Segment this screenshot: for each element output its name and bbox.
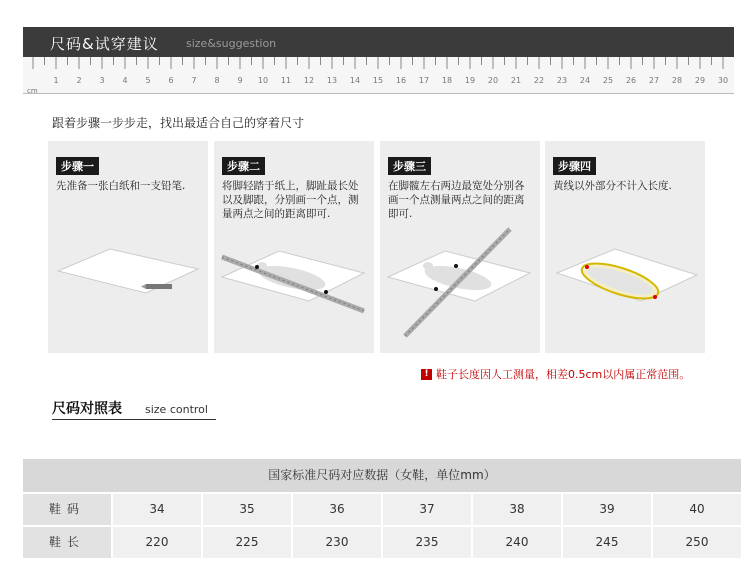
table-cell: 35 [203, 494, 293, 525]
table-cell: 230 [293, 527, 383, 558]
table-cell: 235 [383, 527, 473, 558]
title-underline [52, 419, 216, 420]
size-table-subtitle: size control [145, 403, 208, 416]
ruler-label: 17 [418, 76, 430, 85]
ruler-label: 13 [326, 76, 338, 85]
step-tag: 步骤四 [553, 157, 596, 175]
section-subtitle: size&suggestion [186, 37, 277, 50]
table-cell: 40 [653, 494, 741, 525]
ruler-label: 27 [648, 76, 660, 85]
step-card-1 [48, 141, 208, 353]
table-cell: 220 [113, 527, 203, 558]
table-cell: 240 [473, 527, 563, 558]
step-text: 在脚髋左右两边最宽处分别各画一个点测量两点之间的距离即可. [388, 180, 525, 220]
size-table-title: 尺码对照表 [52, 401, 122, 417]
table-cell: 250 [653, 527, 741, 558]
step-text: 先准备一张白纸和一支铅笔. [56, 180, 186, 192]
ruler-label: 10 [257, 76, 269, 85]
ruler-label: 5 [145, 76, 151, 85]
step-tag: 步骤三 [388, 157, 431, 175]
ruler-label: 26 [625, 76, 637, 85]
ruler-label: 7 [191, 76, 197, 85]
ruler-label: 24 [579, 76, 591, 85]
table-cell: 37 [383, 494, 473, 525]
ruler-label: 22 [533, 76, 545, 85]
ruler-label: 25 [602, 76, 614, 85]
ruler-unit: cm [27, 87, 38, 95]
section-title: 尺码&试穿建议 [50, 35, 159, 53]
table-cell: 36 [293, 494, 383, 525]
ruler-label: 12 [303, 76, 315, 85]
step-card-2 [214, 141, 374, 353]
table-caption: 国家标准尺码对应数据（女鞋，单位mm） [23, 459, 741, 494]
table-cell: 225 [203, 527, 293, 558]
table-row [23, 494, 741, 527]
ruler-label: 8 [214, 76, 220, 85]
step-tag: 步骤二 [222, 157, 265, 175]
ruler-label: 18 [441, 76, 453, 85]
ruler-label: 21 [510, 76, 522, 85]
row-label: 鞋长 [23, 527, 113, 558]
step-tag: 步骤一 [56, 157, 99, 175]
table-cell: 38 [473, 494, 563, 525]
ruler-label: 1 [53, 76, 59, 85]
ruler-label: 4 [122, 76, 128, 85]
measurement-note [421, 366, 690, 382]
ruler-label: 3 [99, 76, 105, 85]
ruler-label: 28 [671, 76, 683, 85]
row-label: 鞋码 [23, 494, 113, 525]
ruler-label: 19 [464, 76, 476, 85]
table-cell: 39 [563, 494, 653, 525]
table-cell: 34 [113, 494, 203, 525]
table-row [23, 527, 741, 560]
warning-icon: ! [421, 369, 432, 380]
ruler-label: 11 [280, 76, 292, 85]
ruler-label: 2 [76, 76, 82, 85]
intro-text: 跟着步骤一步步走，找出最适合自己的穿着尺寸 [52, 116, 305, 130]
step-text: 黄线以外部分不计入长度. [553, 180, 672, 192]
ruler-label: 14 [349, 76, 361, 85]
step-card-3 [380, 141, 540, 353]
step-text: 将脚轻踏于纸上，脚趾最长处以及脚跟，分别画一个点，测量两点之间的距离即可. [222, 180, 359, 220]
ruler-graphic [23, 57, 734, 97]
ruler-label: 9 [237, 76, 243, 85]
ruler-label: 16 [395, 76, 407, 85]
ruler [23, 57, 734, 94]
section-header [23, 27, 734, 57]
ruler-label: 29 [694, 76, 706, 85]
ruler-label: 23 [556, 76, 568, 85]
ruler-label: 6 [168, 76, 174, 85]
table-cell: 245 [563, 527, 653, 558]
size-table [23, 459, 741, 560]
ruler-label: 15 [372, 76, 384, 85]
note-text: 鞋子长度因人工测量，相差0.5cm以内属正常范围。 [436, 368, 691, 381]
ruler-label: 30 [717, 76, 729, 85]
step-card-4 [545, 141, 705, 353]
ruler-label: 20 [487, 76, 499, 85]
